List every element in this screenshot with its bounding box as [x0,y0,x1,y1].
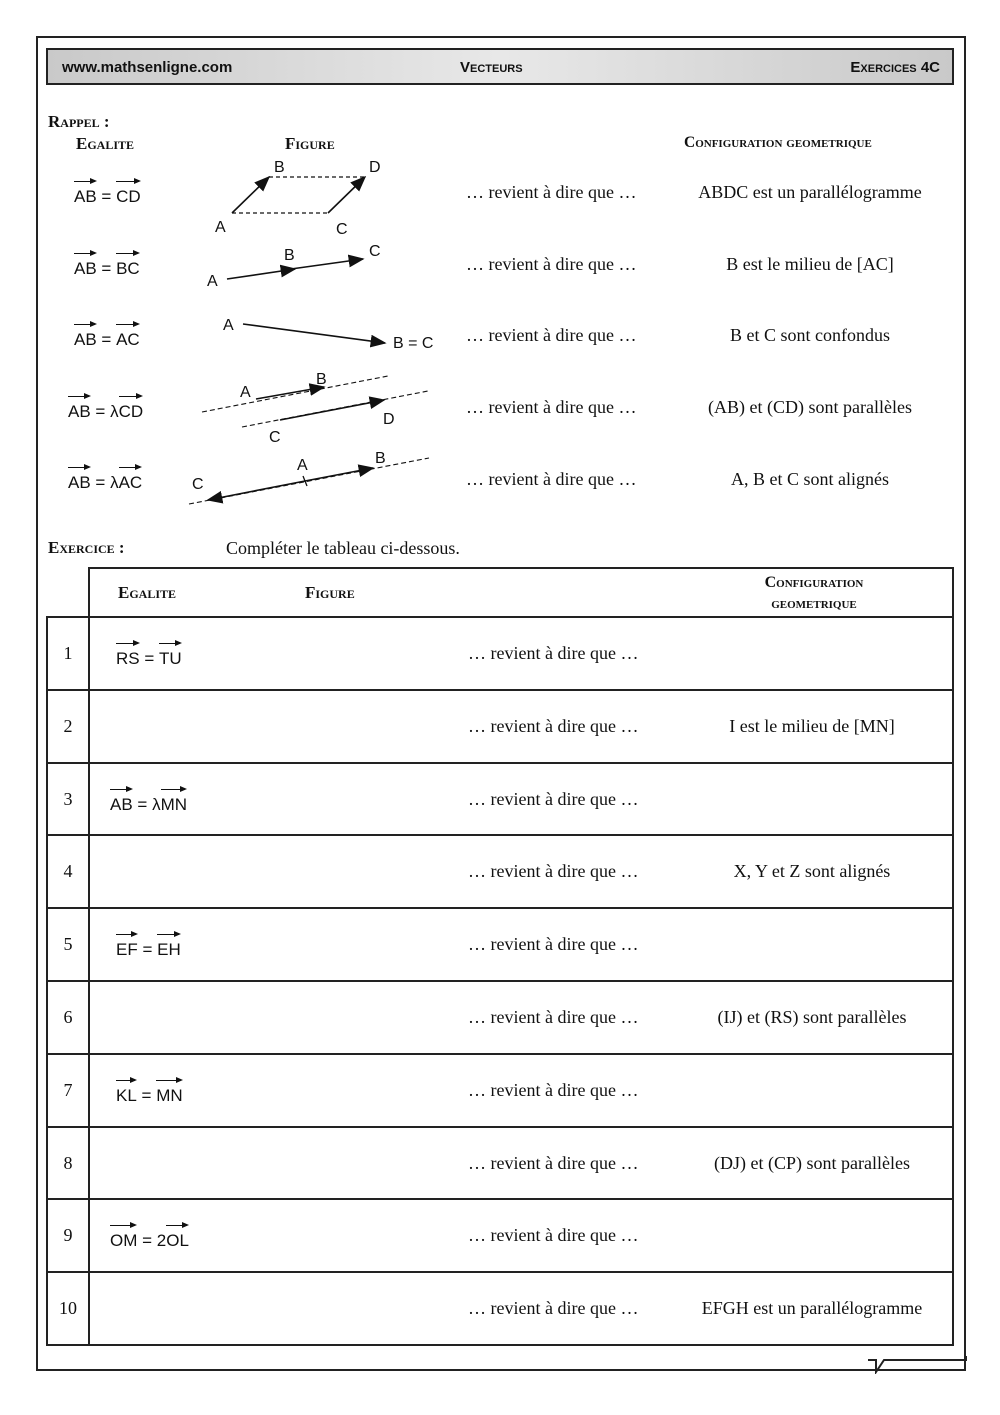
table-row-divider [46,980,954,982]
rappel-equality-4: AB = λCD [68,393,143,422]
figure-midpoint [205,238,405,293]
row-equality: RS = TU [116,640,182,669]
site-url: www.mathsenligne.com [62,59,233,76]
table-header-bottom [46,616,954,618]
row-phrase: … revient à dire que … [468,1152,639,1173]
row-number: 5 [63,934,73,955]
row-config: EFGH est un parallélogramme [701,1298,923,1319]
exercice-instruction: Compléter le tableau ci-dessous. [226,538,460,558]
svg-text:C: C [269,429,281,446]
rappel-config-1: ABDC est un parallélogramme [698,182,922,202]
svg-text:A: A [223,317,234,334]
table-right-border [952,567,954,1346]
header-band [46,48,954,85]
rappel-phrase-3: … revient à dire que … [466,325,637,345]
row-number: 2 [63,715,73,736]
row-number: 1 [63,643,73,663]
row-config: X, Y et Z sont alignés [733,861,891,882]
table-row-divider [46,907,954,909]
rappel-config-2: B est le milieu de [AC] [726,254,894,274]
svg-text:B: B [284,247,295,264]
rappel-col-config: Configuration geometrique [684,134,872,151]
exo-col-config: Configuration geometrique [764,574,864,612]
rappel-phrase-4: … revient à dire que … [466,397,637,417]
exercice-label: Exercice : [48,538,125,557]
row-equality: KL = MN [116,1077,183,1106]
table-row-divider [46,689,954,691]
table-col-divider [88,567,90,1346]
rappel-equality-1: AB = CD [74,178,141,207]
row-phrase: … revient à dire que … [468,788,639,809]
table-row-divider [46,1198,954,1200]
row-config: (IJ) et (RS) sont parallèles [717,1007,907,1027]
page-fold-mark [868,1356,968,1374]
rappel-equality-5: AB = λAC [68,464,142,493]
row-phrase: … revient à dire que … [468,1225,639,1246]
figure-collinear [185,448,435,510]
row-equality: AB = λMN [110,786,187,815]
svg-text:C: C [369,243,381,260]
rappel-phrase-1: … revient à dire que … [466,182,637,202]
svg-text:B: B [316,371,327,388]
rappel-equality-2: AB = BC [74,250,140,279]
table-top-border [88,567,954,569]
row-number: 7 [63,1079,73,1100]
svg-text:B: B [274,159,285,176]
row-phrase: … revient à dire que … [468,715,639,736]
figure-parallel-lines [200,367,440,447]
exo-col-egalite: Egalite [118,583,177,602]
table-row-divider [46,834,954,836]
row-phrase: … revient à dire que … [468,934,639,955]
row-phrase: … revient à dire que … [468,1298,639,1319]
row-phrase: … revient à dire que … [468,861,639,882]
svg-text:D: D [383,411,395,428]
page-title: Vecteurs [460,59,523,76]
rappel-config-4: (AB) et (CD) sont parallèles [708,397,912,417]
svg-text:A: A [215,219,226,236]
table-row-divider [46,762,954,764]
exercise-id: Exercices 4C [850,59,940,76]
table-row-divider [46,1053,954,1055]
row-phrase: … revient à dire que … [468,1007,639,1027]
row-phrase: … revient à dire que … [468,1079,639,1100]
rappel-phrase-5: … revient à dire que … [466,469,637,489]
rappel-col-egalite: Egalite [76,134,135,153]
figure-parallelogram [205,155,405,240]
table-row-divider [46,1271,954,1273]
svg-text:A: A [240,384,251,401]
row-config: (DJ) et (CP) sont parallèles [714,1152,910,1173]
row-number: 3 [63,788,73,809]
rappel-equality-3: AB = AC [74,321,140,350]
svg-text:D: D [369,159,381,176]
exo-col-figure: Figure [305,583,355,602]
row-phrase: … revient à dire que … [468,643,639,663]
svg-text:B: B [375,450,386,467]
svg-text:C: C [336,221,348,238]
row-number: 4 [63,861,73,882]
rappel-col-figure: Figure [285,134,335,153]
row-config: I est le milieu de [MN] [729,715,895,736]
row-equality: OM = 2OL [110,1222,189,1251]
row-number: 9 [63,1225,73,1246]
rappel-config-3: B et C sont confondus [730,325,890,345]
table-row-divider [46,1126,954,1128]
svg-text:B = C: B = C [393,335,434,352]
row-equality: EF = EH [116,931,181,960]
row-number: 6 [63,1007,73,1027]
svg-text:A: A [297,457,308,474]
rappel-phrase-2: … revient à dire que … [466,254,637,274]
row-number: 10 [59,1298,77,1319]
svg-text:A: A [207,273,218,290]
rappel-config-5: A, B et C sont alignés [731,469,889,489]
figure-coincident [205,312,445,357]
table-row-divider [46,1344,954,1346]
svg-text:C: C [192,476,204,493]
row-number: 8 [63,1152,73,1173]
rappel-label: Rappel : [48,112,110,131]
